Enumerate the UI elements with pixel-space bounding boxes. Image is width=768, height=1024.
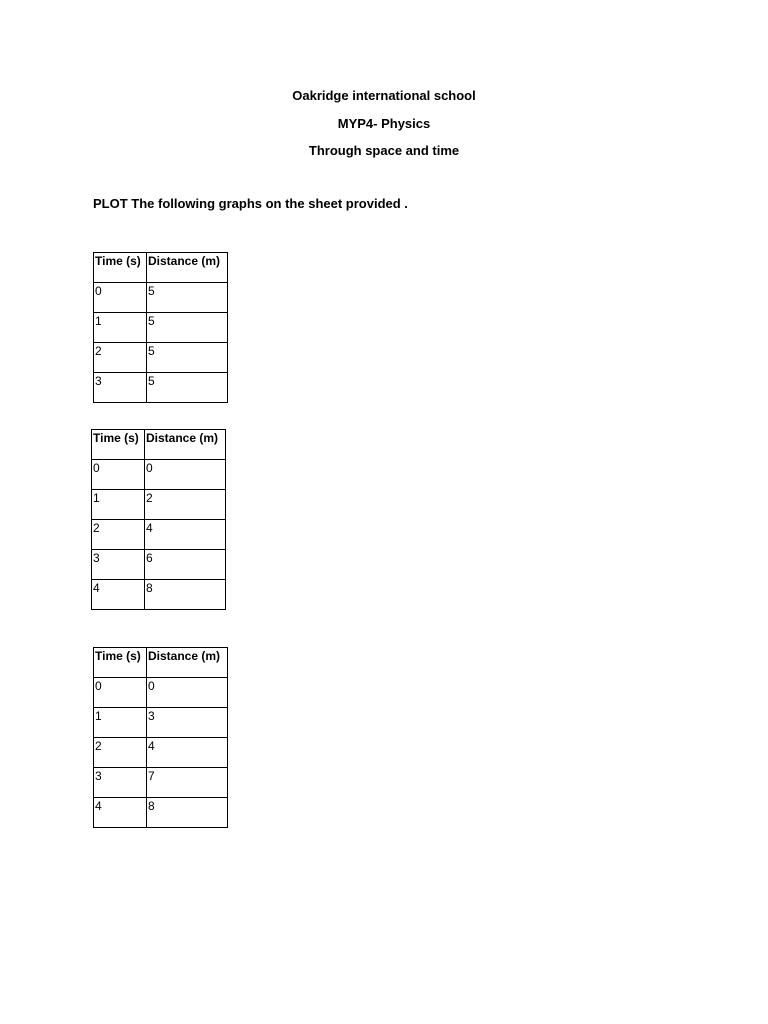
distance-cell: 4 [147,738,228,768]
table-row [92,580,226,610]
distance-cell: 6 [145,550,226,580]
distance-cell: 5 [147,373,228,403]
distance-cell: 5 [147,313,228,343]
school-name: Oakridge international school [292,88,476,103]
distance-cell: 0 [145,460,226,490]
table-row [94,373,228,403]
table-row [94,283,228,313]
column-header-time: Time (s) [92,430,145,460]
time-cell: 0 [94,283,147,313]
time-cell: 3 [94,768,147,798]
distance-cell: 8 [145,580,226,610]
table-row [94,313,228,343]
table-row [92,520,226,550]
column-header-time: Time (s) [94,648,147,678]
distance-cell: 5 [147,283,228,313]
data-table-2 [91,429,226,610]
unit-title: Through space and time [308,143,460,158]
table-row [92,550,226,580]
table-header-row [94,648,228,678]
time-cell: 1 [94,313,147,343]
column-header-time: Time (s) [94,253,147,283]
data-table-1 [93,252,228,403]
time-cell: 3 [94,373,147,403]
table-row [94,768,228,798]
column-header-distance: Distance (m) [145,430,226,460]
table-row [94,708,228,738]
distance-cell: 7 [147,768,228,798]
distance-cell: 5 [147,343,228,373]
table-row [92,460,226,490]
table-row [94,798,228,828]
distance-cell: 2 [145,490,226,520]
time-cell: 4 [94,798,147,828]
instruction-text: PLOT The following graphs on the sheet provided . [93,196,408,211]
time-cell: 2 [94,738,147,768]
distance-cell: 8 [147,798,228,828]
time-cell: 1 [92,490,145,520]
column-header-distance: Distance (m) [147,253,228,283]
distance-cell: 3 [147,708,228,738]
table-row [92,490,226,520]
time-cell: 0 [94,678,147,708]
time-cell: 2 [92,520,145,550]
distance-cell: 0 [147,678,228,708]
table-header-row [94,253,228,283]
time-cell: 1 [94,708,147,738]
time-cell: 2 [94,343,147,373]
course-title: MYP4- Physics [337,116,431,131]
time-cell: 0 [92,460,145,490]
data-table-3 [93,647,228,828]
distance-cell: 4 [145,520,226,550]
table-row [94,343,228,373]
time-cell: 3 [92,550,145,580]
column-header-distance: Distance (m) [147,648,228,678]
table-row [94,738,228,768]
time-cell: 4 [92,580,145,610]
table-row [94,678,228,708]
table-header-row [92,430,226,460]
